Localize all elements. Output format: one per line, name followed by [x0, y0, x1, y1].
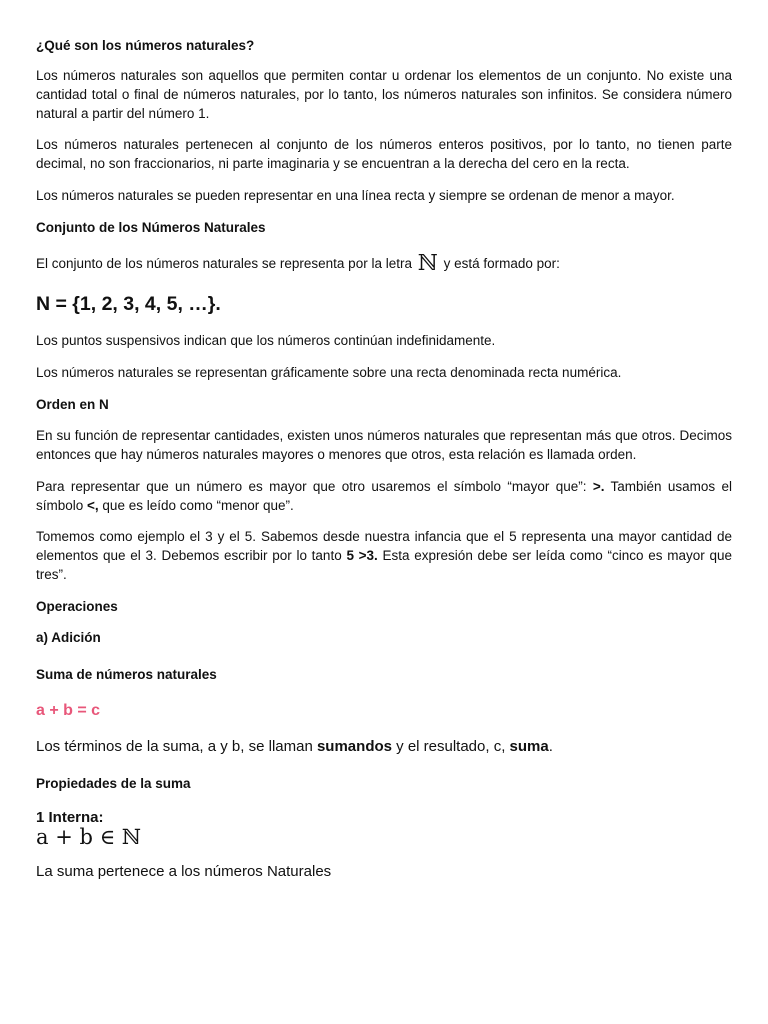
heading-suma: Suma de números naturales	[36, 667, 217, 682]
heading-conjunto: Conjunto de los Números Naturales	[36, 220, 266, 235]
paragraph-symbols	[36, 477, 732, 515]
paragraph-order: En su función de representar cantidades, existen unos números naturales que representan más que otros. Decimos entonces que hay números naturales mayores o menores que otros, esta relación es llamada orden.	[36, 428, 732, 462]
heading-adicion: a) Adición	[36, 630, 101, 645]
heading-operaciones: Operaciones	[36, 599, 118, 614]
term-suma: suma	[509, 738, 549, 755]
example-text-c: Esta expresión debe ser leída como “cinco es mayor que tres”.	[36, 548, 732, 582]
set-expression: N = {1, 2, 3, 4, 5, …}.	[36, 293, 221, 315]
heading-orden: Orden en N	[36, 397, 109, 412]
paragraph-properties: Los números naturales pertenecen al conjunto de los números enteros positivos, por lo tanto, no tienen parte decimal, no son fraccionarios, ni parte imaginaria y se encuentran a la derecha del cero en la recta.	[36, 137, 732, 171]
paragraph-sum-terms	[36, 737, 732, 757]
paragraph-ellipsis: Los puntos suspensivos indican que los números continúan indefinidamente.	[36, 333, 496, 348]
heading-interna: 1 Interna:	[36, 809, 104, 826]
paragraph-closure: La suma pertenece a los números Naturales	[36, 863, 332, 880]
heading-propiedades: Propiedades de la suma	[36, 776, 191, 791]
sum-terms-text-c: y el resultado, c,	[391, 738, 510, 755]
paragraph-example	[36, 527, 732, 584]
example-text-a: Tomemos como ejemplo el 3 y el 5. Sabemos desde nuestra infancia que el 5 representa una mayor cantidad de elementos que el 3. Debemos escribir por lo tanto	[36, 529, 732, 563]
paragraph-set-intro	[36, 251, 732, 276]
section-title: ¿Qué son los números naturales?	[36, 38, 255, 53]
math-closure: a + b ∈ ℕ	[36, 825, 141, 849]
symbols-text-e: que es leído como “menor que”.	[98, 498, 294, 513]
greater-symbol: >.	[592, 479, 605, 494]
sum-terms-text-a: Los términos de la suma, a y b, se llaman	[36, 738, 317, 755]
example-expression: 5 >3.	[346, 548, 378, 563]
set-intro-text: El conjunto de los números naturales se representa por la letra	[36, 256, 412, 271]
term-sumandos: sumandos	[316, 738, 392, 755]
symbols-text-a: Para representar que un número es mayor que otro usaremos el símbolo “mayor que”:	[36, 479, 593, 494]
paragraph-definition: Los números naturales son aquellos que permiten contar u ordenar los elementos de un conjunto. No existe una cantidad total o final de números naturales, por lo tanto, los números naturales son infinitos. Se considera número natural a partir del número 1.	[36, 68, 732, 121]
set-intro-text-end: y está formado por:	[443, 256, 560, 271]
less-symbol: <,	[87, 498, 99, 513]
sum-formula: a + b = c	[36, 702, 101, 719]
naturals-symbol: ℕ	[417, 251, 438, 276]
paragraph-number-line: Los números naturales se representan gráficamente sobre una recta denominada recta numérica.	[36, 365, 622, 380]
paragraph-line: Los números naturales se pueden representar en una línea recta y siempre se ordenan de menor a mayor.	[36, 188, 675, 203]
symbols-text-c: También usamos el símbolo	[36, 479, 732, 513]
sum-terms-text-e: .	[548, 738, 553, 755]
